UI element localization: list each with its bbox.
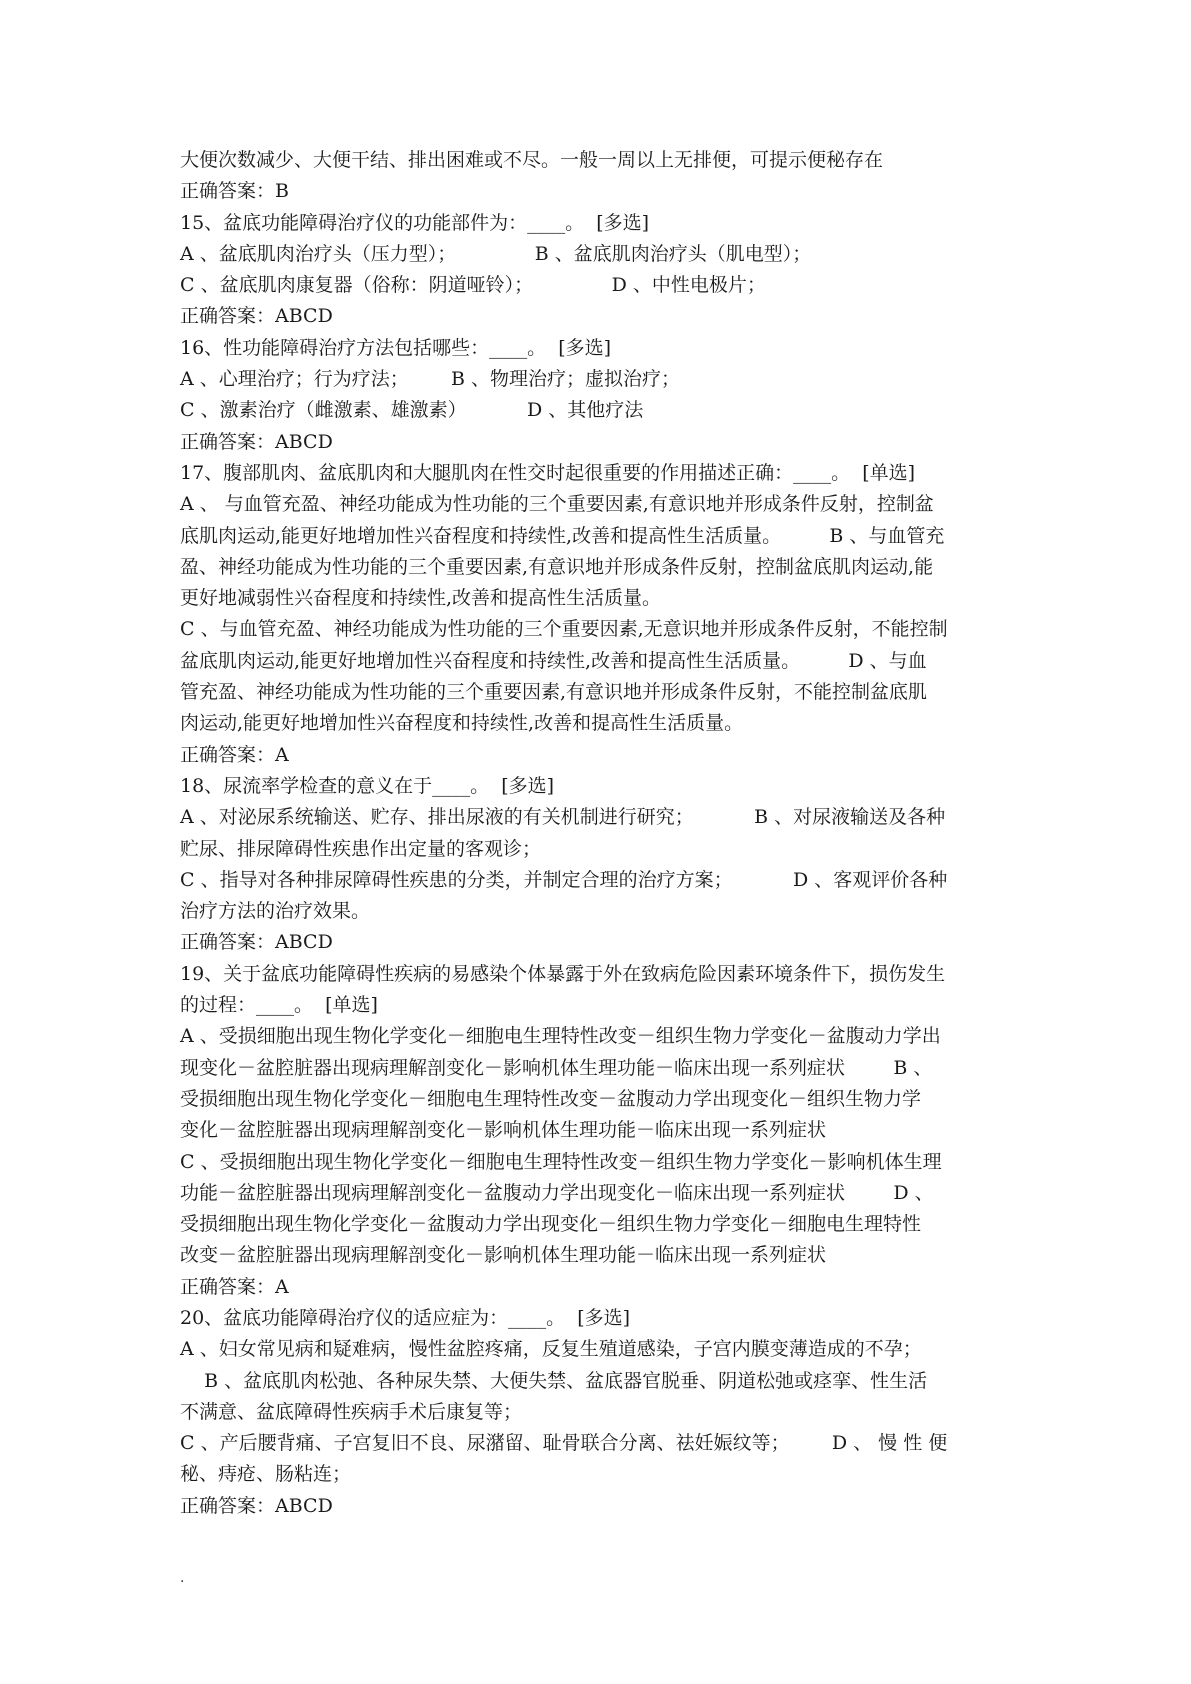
text-line: 大便次数减少、大便干结、排出困难或不尽。一般一周以上无排便，可提示便秘存在 <box>180 149 884 171</box>
options-line: C 、盆底肌肉康复器（俗称：阴道哑铃）； D 、中性电极片； <box>180 274 766 297</box>
options-line: A 、妇女常见病和疑难病，慢性盆腔疼痛，反复生殖道感染，子宫内膜变薄造成的不孕； <box>180 1338 922 1361</box>
options-line: 改变－盆腔脏器出现病理解剖变化－影响机体生理功能－临床出现一系列症状 <box>180 1244 827 1267</box>
question-19-cont: 的过程：____。 [单选] <box>180 994 378 1017</box>
options-line: C 、指导对各种排尿障碍性疾患的分类，并制定合理的治疗方案； D 、客观评价各种 <box>180 868 948 891</box>
answer-line: 正确答案：B <box>180 180 289 203</box>
question-16: 16、性功能障碍治疗方法包括哪些：____。 [多选] <box>180 336 612 359</box>
options-line: 现变化－盆腔脏器出现病理解剖变化－影响机体生理功能－临床出现一系列症状 B 、 <box>180 1056 933 1079</box>
options-line: 不满意、盆底障碍性疾病手术后康复等； <box>180 1400 523 1423</box>
options-line: B 、盆底肌肉松弛、各种尿失禁、大便失禁、盆底器官脱垂、阴道松弛或痉挛、性生活 <box>180 1369 928 1392</box>
answer-line: 正确答案：A <box>180 743 289 766</box>
options-line: 肉运动,能更好地增加性兴奋程度和持续性,改善和提高性生活质量。 <box>180 712 744 735</box>
options-line: C 、受损细胞出现生物化学变化－细胞电生理特性改变－组织生物力学变化－影响机体生理 <box>180 1150 942 1173</box>
answer-line: 正确答案：A <box>180 1275 289 1298</box>
question-17: 17、腹部肌肉、盆底肌肉和大腿肌肉在性交时起很重要的作用描述正确：____。 [单选] <box>180 461 916 484</box>
options-line: 管充盈、神经功能成为性功能的三个重要因素,有意识地并形成条件反射，不能控制盆底肌 <box>180 681 928 704</box>
options-line: 盈、神经功能成为性功能的三个重要因素,有意识地并形成条件反射，控制盆底肌肉运动,能 <box>180 555 934 578</box>
footer-mark: . <box>180 1570 185 1586</box>
options-line: 贮尿、排尿障碍性疾患作出定量的客观诊； <box>180 837 542 860</box>
options-line: C 、产后腰背痛、子宫复旧不良、尿潴留、耻骨联合分离、祛妊娠纹等； D 、 慢 性 便 <box>180 1432 948 1455</box>
options-line: 功能－盆腔脏器出现病理解剖变化－盆腹动力学出现变化－临床出现一系列症状 D 、 <box>180 1181 934 1204</box>
options-line: 更好地减弱性兴奋程度和持续性,改善和提高性生活质量。 <box>180 587 662 610</box>
options-line: 受损细胞出现生物化学变化－细胞电生理特性改变－盆腹动力学出现变化－组织生物力学 <box>180 1087 922 1110</box>
question-18: 18、尿流率学检查的意义在于____。 [多选] <box>180 774 555 797</box>
options-line: 治疗方法的治疗效果。 <box>180 900 371 923</box>
question-20: 20、盆底功能障碍治疗仪的适应症为：____。 [多选] <box>180 1306 631 1329</box>
options-line: A 、盆底肌肉治疗头（压力型）； B 、盆底肌肉治疗头（肌电型）； <box>180 242 812 265</box>
options-line: C 、与血管充盈、神经功能成为性功能的三个重要因素,无意识地并形成条件反射，不能控制 <box>180 618 948 641</box>
answer-line: 正确答案：ABCD <box>180 931 333 954</box>
answer-line: 正确答案：ABCD <box>180 305 333 328</box>
options-line: 秘、痔疮、肠粘连； <box>180 1463 352 1486</box>
options-line: 变化－盆腔脏器出现病理解剖变化－影响机体生理功能－临床出现一系列症状 <box>180 1119 827 1142</box>
options-line: A 、心理治疗；行为疗法； B 、物理治疗；虚拟治疗； <box>180 368 681 391</box>
options-line: A 、受损细胞出现生物化学变化－细胞电生理特性改变－组织生物力学变化－盆腹动力学出 <box>180 1025 941 1048</box>
answer-line: 正确答案：ABCD <box>180 430 333 453</box>
question-15: 15、盆底功能障碍治疗仪的功能部件为：____。 [多选] <box>180 211 650 234</box>
options-line: A 、 与血管充盈、神经功能成为性功能的三个重要因素,有意识地并形成条件反射，控制盆 <box>180 493 934 516</box>
document-body <box>180 145 1020 1522</box>
answer-line: 正确答案：ABCD <box>180 1494 333 1517</box>
options-line: 底肌肉运动,能更好地增加性兴奋程度和持续性,改善和提高性生活质量。 B 、与血管充 <box>180 524 945 547</box>
options-line: C 、激素治疗（雌激素、雄激素） D 、其他疗法 <box>180 399 644 422</box>
options-line: A 、对泌尿系统输送、贮存、排出尿液的有关机制进行研究； B 、对尿液输送及各种 <box>180 806 946 829</box>
options-line: 受损细胞出现生物化学变化－盆腹动力学出现变化－组织生物力学变化－细胞电生理特性 <box>180 1213 922 1236</box>
options-line: 盆底肌肉运动,能更好地增加性兴奋程度和持续性,改善和提高性生活质量。 D 、与血 <box>180 649 927 672</box>
question-19: 19、关于盆底功能障碍性疾病的易感染个体暴露于外在致病危险因素环境条件下，损伤发生 <box>180 962 946 985</box>
